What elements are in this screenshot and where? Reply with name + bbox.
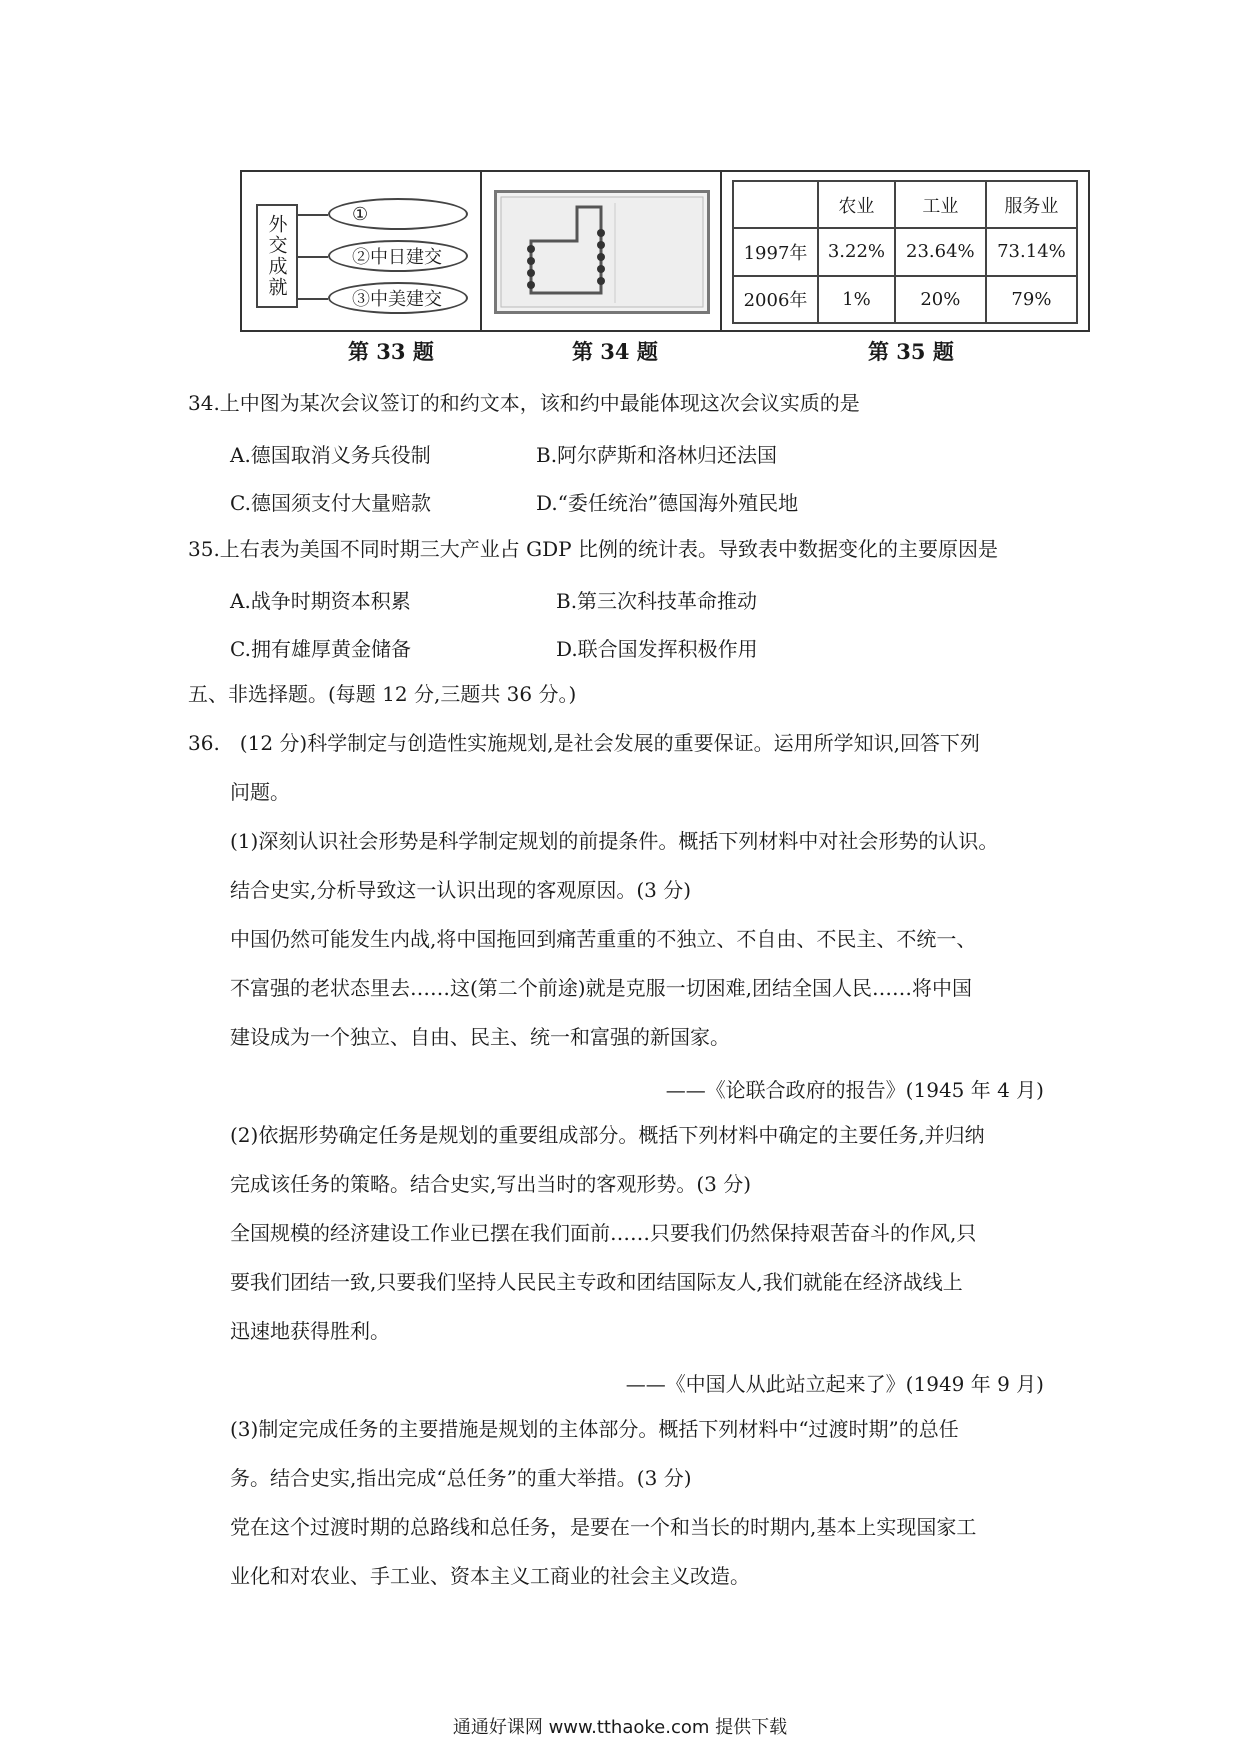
table-cell: 1997年 — [733, 228, 818, 275]
question-36-intro: 36. (12 分)科学制定与创造性实施规划,是社会发展的重要保证。运用所学知识,回答下列 — [188, 731, 980, 755]
q34-option-a: A.德国取消义务兵役制 — [230, 443, 431, 467]
q36-part2-question: (2)依据形势确定任务是规划的重要组成部分。概括下列材料中确定的主要任务,并归纳 — [230, 1123, 985, 1147]
achievement-oval-2: ②中日建交 — [328, 240, 468, 272]
question-36-intro-cont: 问题。 — [230, 780, 290, 804]
figure-q34-panel — [482, 172, 722, 330]
figure-q33-panel — [242, 172, 482, 330]
q36-part2-material: 要我们团结一致,只要我们坚持人民民主专政和团结国际友人,我们就能在经济战线上 — [230, 1270, 963, 1294]
diplomacy-label-box: 外交成就 — [256, 204, 298, 308]
table-cell: 1% — [818, 276, 895, 323]
treaty-document-image — [494, 190, 710, 314]
figure-strip — [240, 170, 1090, 332]
table-row — [733, 228, 1077, 275]
table-cell: 73.14% — [986, 228, 1077, 275]
q36-part1-source: ——《论联合政府的报告》(1945 年 4 月) — [665, 1078, 1044, 1102]
figure-q35-panel — [722, 172, 1088, 330]
q34-option-c: C.德国须支付大量赔款 — [230, 491, 431, 515]
table-cell: 2006年 — [733, 276, 818, 323]
q35-option-c: C.拥有雄厚黄金储备 — [230, 637, 411, 661]
page-footer: 通通好课网 www.tthaoke.com 提供下载 — [452, 1717, 788, 1738]
table-cell: 3.22% — [818, 228, 895, 275]
q34-option-d: D.“委任统治”德国海外殖民地 — [536, 491, 799, 515]
q36-part1-material: 建设成为一个独立、自由、民主、统一和富强的新国家。 — [230, 1025, 730, 1049]
q35-option-d: D.联合国发挥积极作用 — [556, 637, 758, 661]
q34-option-b: B.阿尔萨斯和洛林归还法国 — [536, 443, 778, 467]
table-header-cell: 农业 — [818, 181, 895, 228]
q35-option-b: B.第三次科技革命推动 — [556, 589, 758, 613]
achievement-oval-1: ① — [328, 198, 468, 230]
question-34-stem: 34.上中图为某次会议签订的和约文本，该和约中最能体现这次会议实质的是 — [188, 391, 860, 415]
q36-part2-material: 迅速地获得胜利。 — [230, 1319, 390, 1343]
table-cell: 20% — [895, 276, 986, 323]
q36-part3-question: (3)制定完成任务的主要措施是规划的主体部分。概括下列材料中“过渡时期”的总任 — [230, 1417, 959, 1441]
q36-part3-material: 党在这个过渡时期的总路线和总任务，是要在一个和当长的时期内,基本上实现国家工 — [230, 1515, 977, 1539]
table-header-cell: 服务业 — [986, 181, 1077, 228]
q36-part3-material: 业化和对农业、手工业、资本主义工商业的社会主义改造。 — [230, 1564, 750, 1588]
gdp-industry-table — [732, 180, 1078, 324]
q36-part3-question-cont: 务。结合史实,指出完成“总任务”的重大举措。(3 分) — [230, 1466, 692, 1490]
q36-part1-question-cont: 结合史实,分析导致这一认识出现的客观原因。(3 分) — [230, 878, 692, 902]
connector-line — [298, 298, 328, 300]
question-35-stem: 35.上右表为美国不同时期三大产业占 GDP 比例的统计表。导致表中数据变化的主要原因是 — [188, 537, 998, 561]
q36-part2-material: 全国规模的经济建设工作业已摆在我们面前……只要我们仍然保持艰苦奋斗的作风,只 — [230, 1221, 977, 1245]
table-row — [733, 276, 1077, 323]
treaty-seal-ribbon-icon — [497, 193, 707, 311]
q35-option-a: A.战争时期资本积累 — [230, 589, 411, 613]
table-header-cell: 工业 — [895, 181, 986, 228]
section-5-heading: 五、非选择题。(每题 12 分,三题共 36 分。) — [188, 682, 577, 706]
q36-part1-material: 不富强的老状态里去……这(第二个前途)就是克服一切困难,团结全国人民……将中国 — [230, 976, 972, 1000]
connector-line — [298, 214, 328, 216]
table-header-cell — [733, 181, 818, 228]
figure-caption-q33: 第 33 题 — [348, 339, 434, 364]
achievement-oval-3: ③中美建交 — [328, 282, 468, 314]
figure-caption-q34: 第 34 题 — [572, 339, 658, 364]
q36-part2-source: ——《中国人从此站立起来了》(1949 年 9 月) — [625, 1372, 1044, 1396]
q36-part1-material: 中国仍然可能发生内战,将中国拖回到痛苦重重的不独立、不自由、不民主、不统一、 — [230, 927, 977, 951]
table-header-row — [733, 181, 1077, 228]
table-cell: 79% — [986, 276, 1077, 323]
q36-part2-question-cont: 完成该任务的策略。结合史实,写出当时的客观形势。(3 分) — [230, 1172, 752, 1196]
figure-caption-q35: 第 35 题 — [868, 339, 954, 364]
connector-line — [298, 256, 328, 258]
table-cell: 23.64% — [895, 228, 986, 275]
q36-part1-question: (1)深刻认识社会形势是科学制定规划的前提条件。概括下列材料中对社会形势的认识。 — [230, 829, 999, 853]
